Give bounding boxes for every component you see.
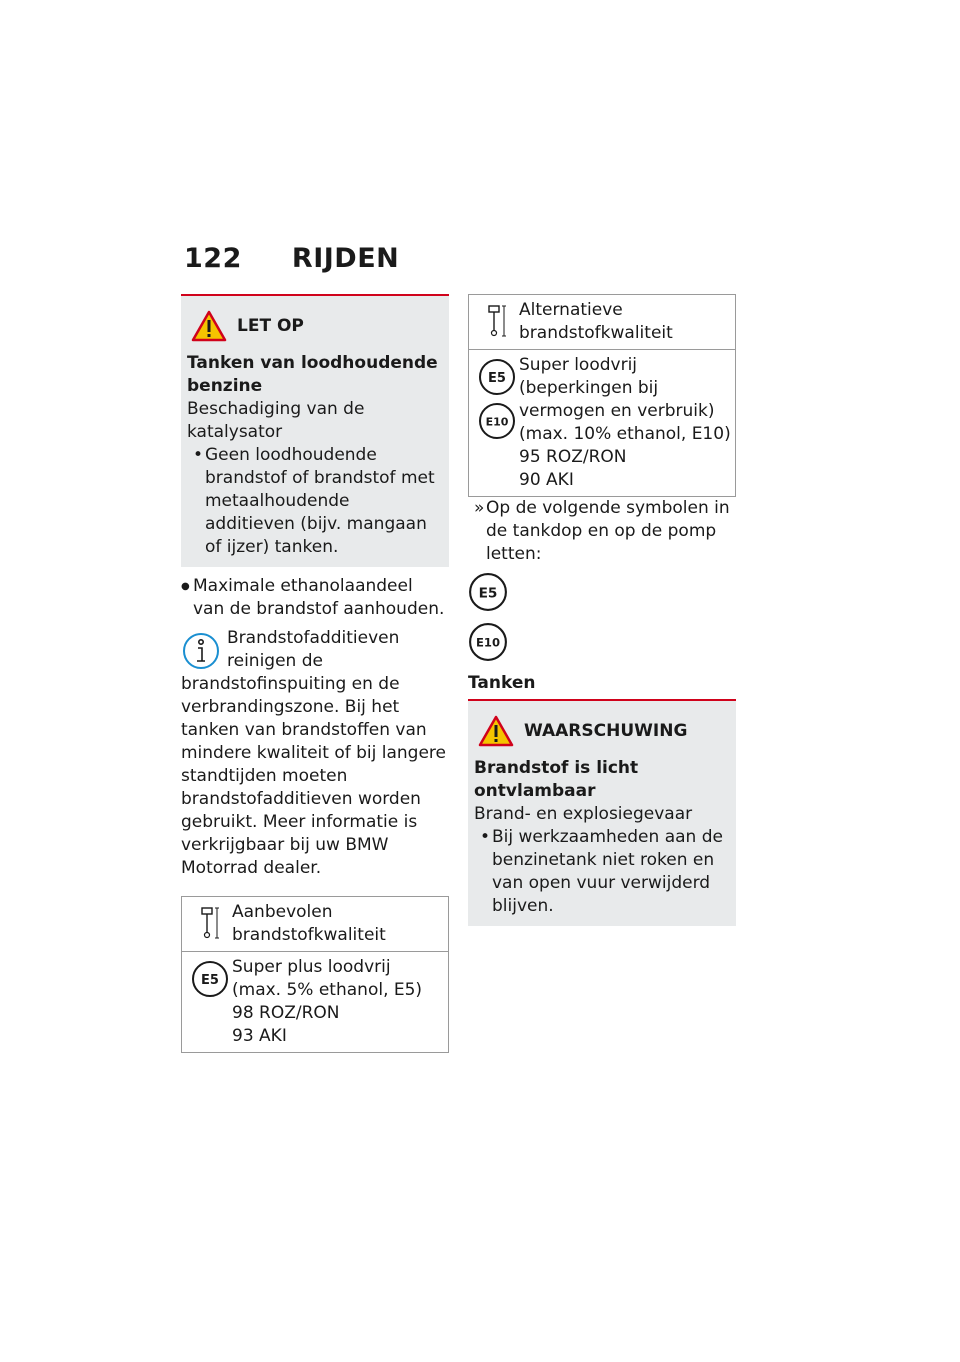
recommended-fuel-table bbox=[181, 896, 449, 1053]
notice-hazard: Beschadiging van de katalysator bbox=[187, 399, 365, 442]
notice-title: Tanken van loodhoudende benzine bbox=[187, 353, 438, 396]
symbol-list bbox=[468, 572, 736, 662]
table-row bbox=[182, 897, 448, 951]
notice-header bbox=[187, 310, 443, 342]
warning-bullet: • Bij werkzaamheden aan de benzinetank niet roken en van open vuur verwijderd blijven. bbox=[474, 826, 730, 918]
page-number: 122 bbox=[184, 243, 242, 274]
recommended-line-3: 93 AKI bbox=[232, 1026, 287, 1046]
svg-text:E10: E10 bbox=[485, 415, 509, 429]
notice-bullet: • Geen loodhoudende brandstof of brandstof met metaalhoudende additieven (bijv. mangaan of ijzer) tanken. bbox=[187, 444, 443, 559]
alternative-line-3: 90 AKI bbox=[519, 470, 574, 490]
warning-hazard: Brand- en explosiegevaar bbox=[474, 804, 693, 824]
e10-badge-icon bbox=[468, 622, 508, 662]
fuel-pump-icon bbox=[197, 905, 223, 941]
recommended-heading: Aanbevolen brandstofkwaliteit bbox=[232, 902, 386, 945]
info-body: Bij het tanken van brandstoffen van mindere kwaliteit of bij langere standtijden moeten brandstofadditieven worden gebruikt. Meer informatie is verkrijgbaar bij uw BMW Motorrad dealer. bbox=[181, 697, 446, 878]
warning-header bbox=[474, 715, 730, 747]
alternative-heading: Alternatieve brandstofkwaliteit bbox=[519, 300, 673, 343]
info-paragraph bbox=[181, 627, 449, 880]
e5-badge-icon bbox=[478, 358, 516, 396]
recommended-line-1: Super plus loodvrij (max. 5% ethanol, E5) bbox=[232, 957, 423, 1000]
ethanol-item: ● Maximale ethanolaandeel van de brandstof aanhouden. bbox=[181, 575, 449, 621]
alternative-fuel-table bbox=[468, 294, 736, 497]
info-icon bbox=[181, 629, 221, 673]
warning-label: WAARSCHUWING bbox=[524, 720, 688, 741]
table-row bbox=[182, 951, 448, 1052]
warning-box bbox=[468, 699, 736, 926]
svg-text:E5: E5 bbox=[201, 973, 219, 988]
left-column bbox=[181, 294, 449, 1053]
table-row bbox=[469, 295, 735, 349]
e5-badge-icon bbox=[468, 572, 508, 612]
symbols-step: » Op de volgende symbolen in de tankdop en op de pomp letten: bbox=[468, 497, 736, 566]
fuel-pump-icon bbox=[484, 303, 510, 339]
warning-triangle-icon bbox=[191, 310, 227, 342]
alternative-line-1: Super loodvrij (beperkingen bij vermogen en verbruik) (max. 10% ethanol, E10) bbox=[519, 355, 731, 444]
svg-text:E10: E10 bbox=[476, 635, 500, 650]
svg-text:E5: E5 bbox=[478, 585, 498, 602]
section-title: RIJDEN bbox=[291, 243, 400, 274]
warning-triangle-icon bbox=[478, 715, 514, 747]
warning-title: Brandstof is licht ontvlambaar bbox=[474, 758, 639, 801]
refuel-title: Tanken bbox=[468, 673, 536, 693]
page-header bbox=[184, 243, 399, 274]
notice-box bbox=[181, 294, 449, 567]
svg-text:E5: E5 bbox=[488, 371, 506, 386]
notice-label: LET OP bbox=[237, 315, 304, 336]
right-column bbox=[468, 294, 736, 926]
alternative-line-2: 95 ROZ/RON bbox=[519, 447, 627, 467]
e10-badge-icon bbox=[478, 402, 516, 440]
e5-badge-icon bbox=[191, 960, 229, 998]
info-lead: Brandstofadditieven reinigen de brandstofinspuiting en de verbrandingszone. bbox=[181, 628, 400, 717]
table-row bbox=[469, 349, 735, 496]
recommended-line-2: 98 ROZ/RON bbox=[232, 1003, 340, 1023]
